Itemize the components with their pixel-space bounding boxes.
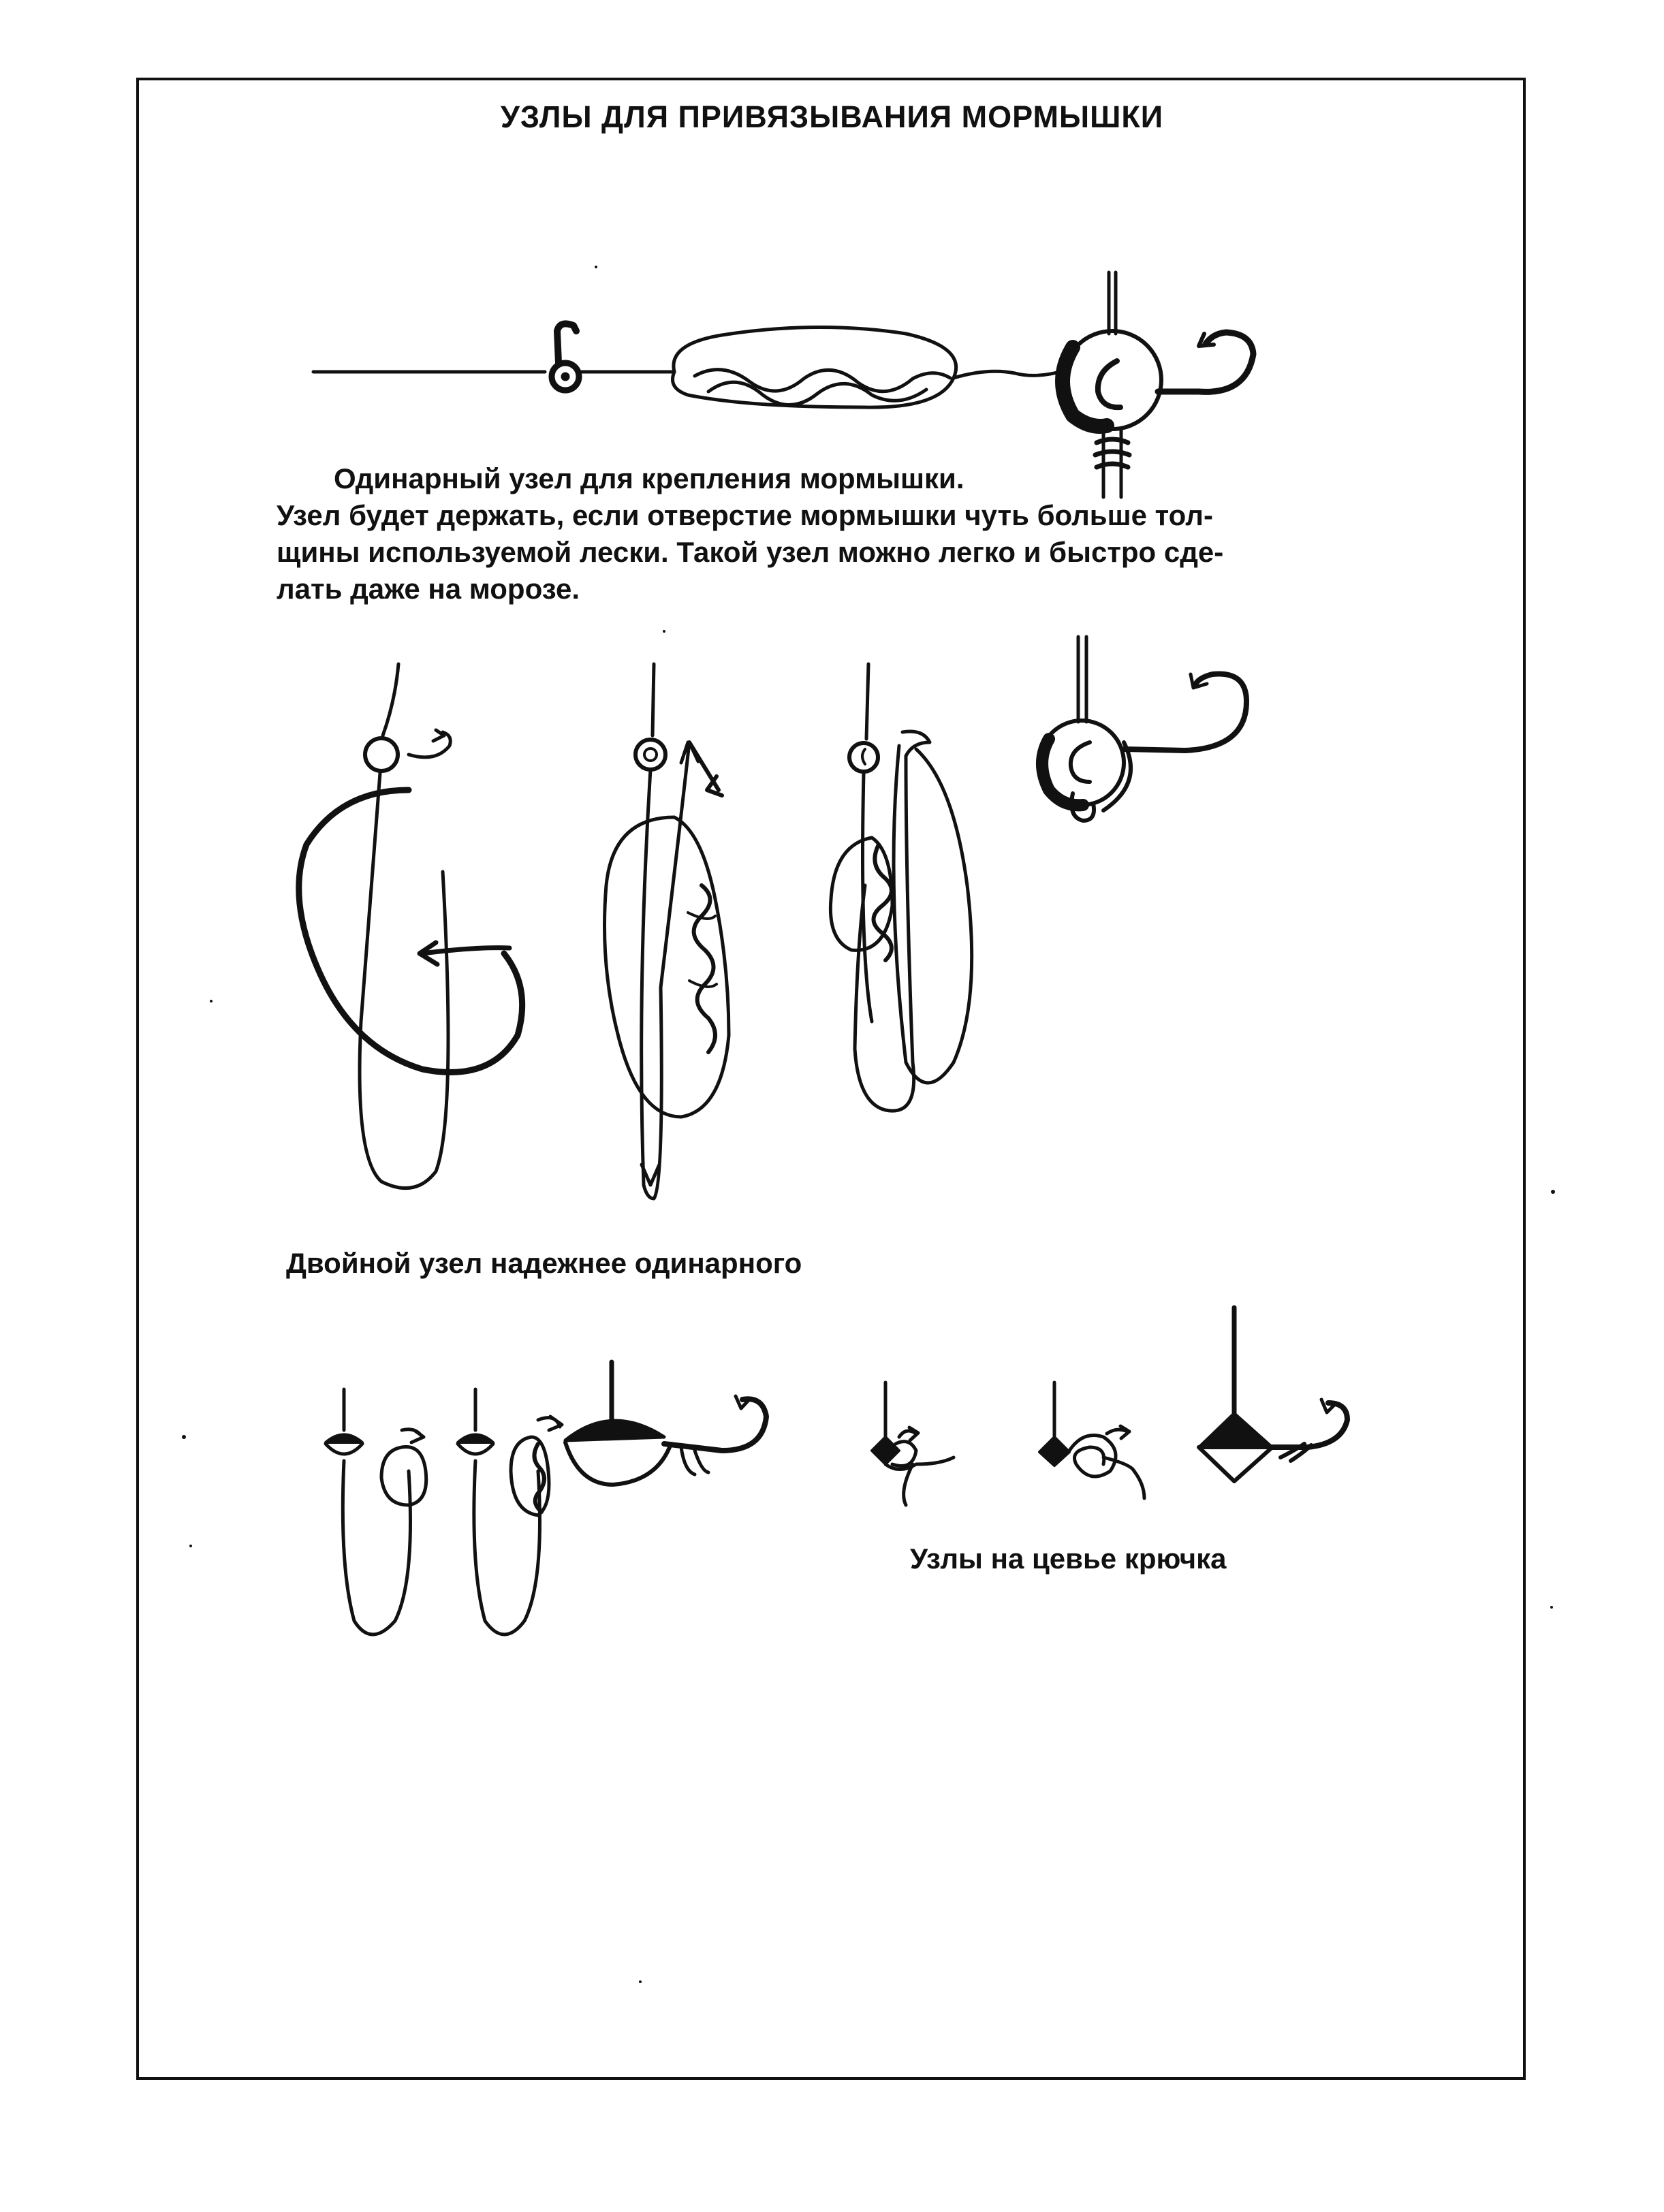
jig-small-icon bbox=[552, 323, 579, 390]
double-knot-result-icon bbox=[1039, 637, 1246, 821]
single-knot-description-line-1: Узел будет держать, если отверстие мормышки чуть больше тол- bbox=[277, 499, 1213, 531]
body-knot-step-1 bbox=[326, 1389, 426, 1634]
shank-knot-step-2 bbox=[1039, 1382, 1144, 1498]
body-knot-result-icon bbox=[565, 1362, 766, 1485]
page-title: УЗЛЫ ДЛЯ ПРИВЯЗЫВАНИЯ МОРМЫШКИ bbox=[500, 99, 1164, 134]
shank-knot-result-icon bbox=[1199, 1308, 1347, 1481]
double-knot-step-2 bbox=[605, 664, 729, 1199]
scan-noise bbox=[182, 266, 1555, 1983]
double-knot-step-1 bbox=[299, 664, 522, 1188]
single-knot-description-line-2: щины используемой лески. Такой узел можно легко и быстро сде- bbox=[277, 536, 1224, 568]
single-knot-diagram bbox=[313, 272, 1253, 497]
shank-knots-diagram bbox=[872, 1308, 1347, 1505]
double-knot-step-3 bbox=[830, 664, 971, 1111]
knot-loop-icon bbox=[673, 327, 1063, 407]
jig-ball-icon bbox=[1063, 272, 1253, 497]
shank-knots-caption: Узлы на цевье крючка bbox=[910, 1543, 1227, 1575]
single-knot-description-line-3: лать даже на морозе. bbox=[277, 573, 580, 605]
double-knot-caption: Двойной узел надежнее одинарного bbox=[286, 1247, 802, 1279]
jig-body-knots-diagram bbox=[326, 1362, 766, 1634]
body-knot-step-2 bbox=[458, 1389, 562, 1634]
single-knot-caption: Одинарный узел для крепления мормышки. bbox=[334, 462, 964, 494]
shank-knot-step-1 bbox=[872, 1382, 954, 1505]
double-knot-diagram bbox=[299, 637, 1246, 1199]
